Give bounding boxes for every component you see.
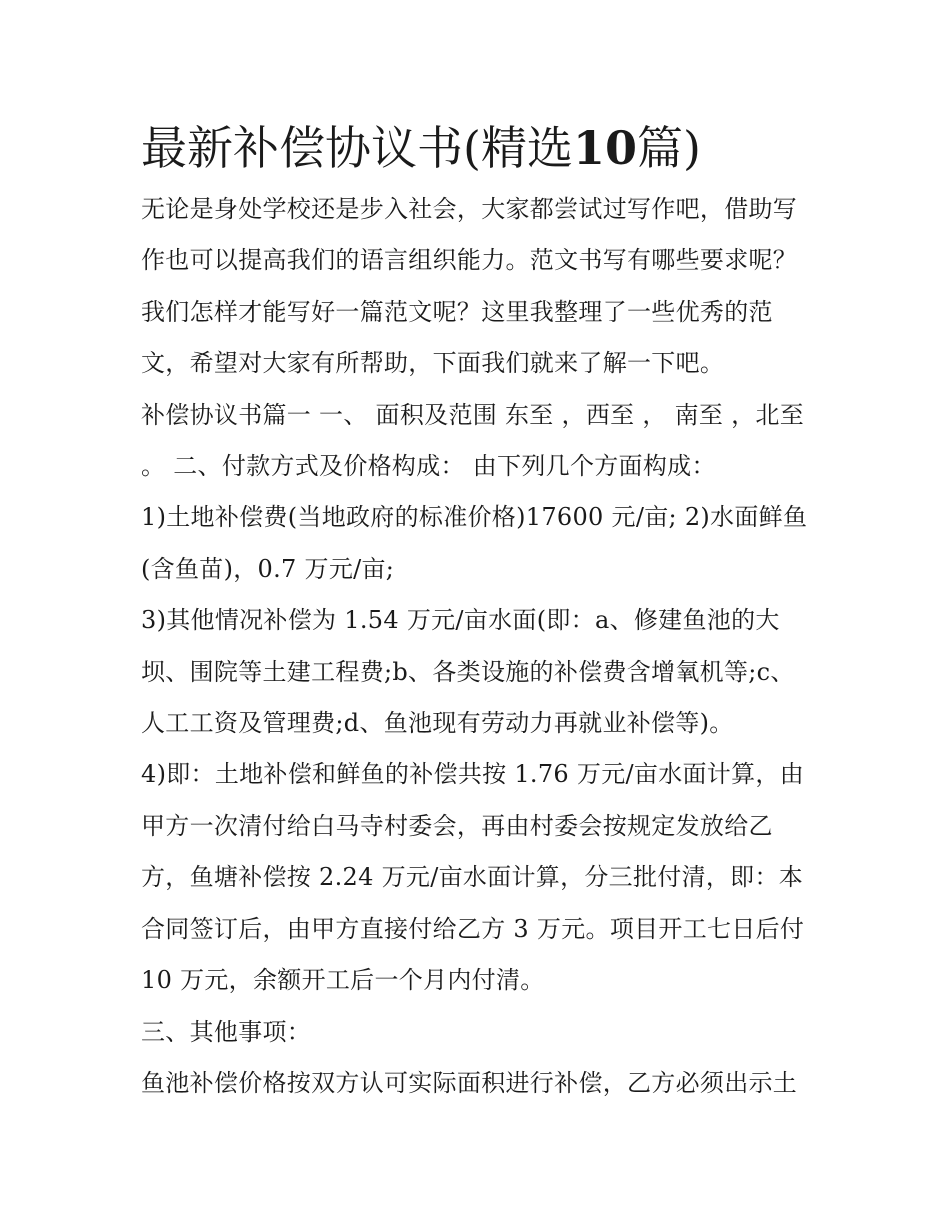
paragraph-area-scope [141, 390, 821, 493]
text-line: 3)其他情况补偿为 1.54 万元/亩水面(即：a、修建鱼池的大 [141, 606, 780, 635]
document-page [141, 112, 821, 1109]
text-line: 。 二、付款方式及价格构成： 由下列几个方面构成： [141, 452, 716, 481]
paragraph-item-3 [141, 595, 821, 749]
text-line: 作也可以提高我们的语言组织能力。范文书写有哪些要求呢？ [141, 246, 798, 275]
text-line: 文，希望对大家有所帮助，下面我们就来了解一下吧。 [141, 349, 725, 378]
text-line: 坝、围院等土建工程费;b、各类设施的补偿费含增氧机等;c、 [141, 657, 795, 686]
paragraph-fishpond [141, 1058, 821, 1109]
text-line: (含鱼苗)，0.7 万元/亩; [141, 554, 395, 583]
text-line: 我们怎样才能写好一篇范文呢？这里我整理了一些优秀的范 [141, 297, 773, 326]
text-line: 4)即：土地补偿和鲜鱼的补偿共按 1.76 万元/亩水面计算，由 [141, 760, 805, 789]
title-number: 10 [572, 121, 637, 175]
title-main: 最新补偿协议书(精选 [141, 121, 573, 175]
text-line: 三、其他事项： [141, 1017, 312, 1046]
text-line: 方，鱼塘补偿按 2.24 万元/亩水面计算，分三批付清，即：本 [141, 863, 804, 892]
text-line: 甲方一次清付给白马寺村委会，再由村委会按规定发放给乙 [141, 811, 773, 840]
paragraph-intro [141, 184, 821, 390]
text-line: 鱼池补偿价格按双方认可实际面积进行补偿，乙方必须出示土 [141, 1068, 798, 1097]
text-line: 补偿协议书篇一 一、 面积及范围 东至 ，西至 ， 南至 ，北至 [141, 400, 804, 429]
text-line: 合同签订后，由甲方直接付给乙方 3 万元。项目开工七日后付 [141, 914, 805, 943]
text-line: 10 万元，余额开工后一个月内付清。 [141, 966, 545, 995]
text-line: 无论是身处学校还是步入社会，大家都尝试过写作吧，借助写 [141, 195, 798, 223]
text-line: 人工工资及管理费;d、鱼池现有劳动力再就业补偿等)。 [141, 709, 734, 738]
title-end: 篇) [636, 121, 701, 175]
paragraph-item-1-2 [141, 492, 821, 595]
document-title [141, 112, 821, 184]
paragraph-item-4 [141, 749, 821, 1006]
section-heading-other-matters [141, 1007, 821, 1058]
text-line: 1)土地补偿费(当地政府的标准价格)17600 元/亩; 2)水面鲜鱼 [141, 503, 808, 532]
